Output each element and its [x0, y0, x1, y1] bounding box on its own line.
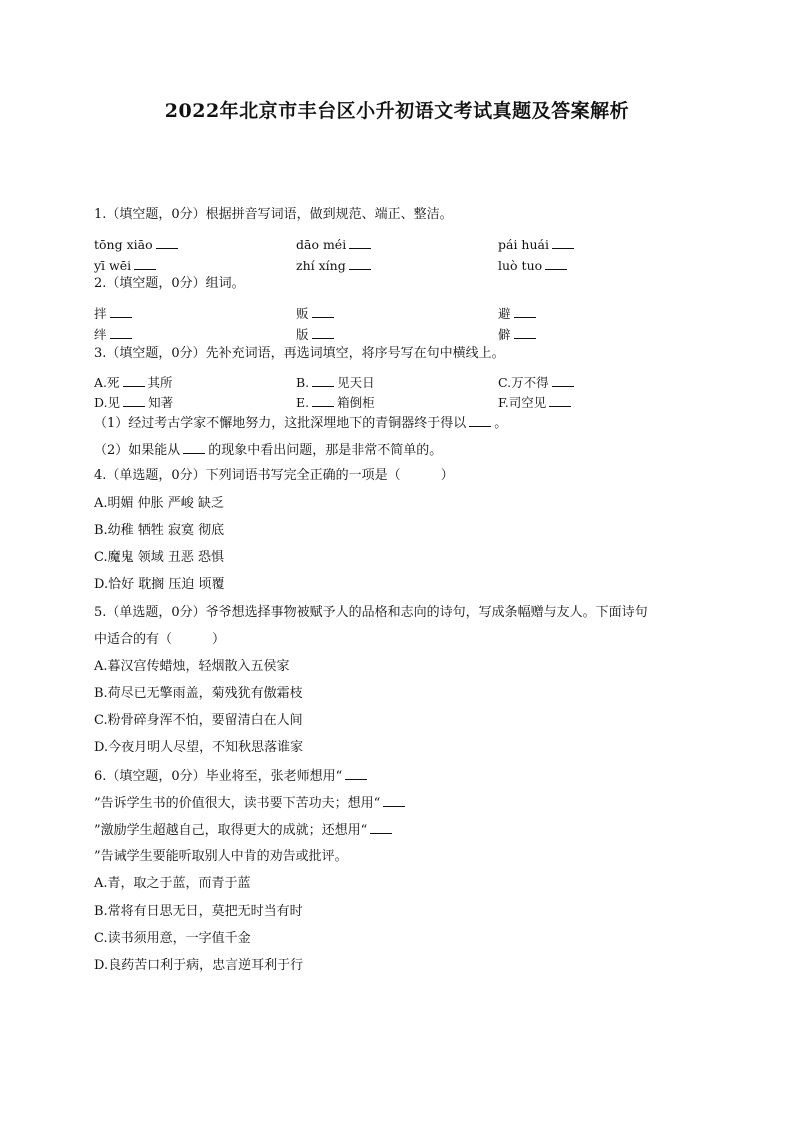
q5-option-c[interactable]: C.粉骨碎身浑不怕，要留清白在人间	[94, 713, 303, 728]
answer-blank[interactable]	[549, 394, 571, 407]
q6-stem-line-4: ”告诫学生要能听取别人中肯的劝告或批评。	[94, 849, 348, 864]
answer-blank[interactable]	[370, 821, 392, 834]
answer-blank[interactable]	[312, 305, 334, 318]
q1-item: luò tuo	[498, 257, 570, 275]
q5-option-b[interactable]: B.荷尽已无擎雨盖，菊残犹有傲霜枝	[94, 686, 303, 701]
q3-option-c: C.万不得	[498, 374, 577, 392]
answer-blank[interactable]	[514, 326, 536, 339]
q2-item: 僻	[498, 326, 539, 344]
answer-blank[interactable]	[552, 374, 574, 387]
q1-item: pái huái	[498, 236, 577, 254]
q6-option-a[interactable]: A.青，取之于蓝，而青于蓝	[94, 876, 251, 891]
q4-option-b[interactable]: B.幼稚 牺牲 寂寞 彻底	[94, 523, 225, 538]
q3-stem: 3.（填空题，0分）先补充词语，再选词填空，将序号写在句中横线上。	[94, 346, 505, 361]
q2-item: 版	[296, 326, 337, 344]
q6-stem-line-1: 6.（填空题，0分）毕业将至，张老师想用“	[94, 767, 370, 786]
answer-blank[interactable]	[312, 374, 334, 387]
answer-blank[interactable]	[345, 767, 367, 780]
q3-sentence-2: （2）如果能从 的现象中看出问题，那是非常不简单的。	[94, 443, 443, 458]
answer-blank[interactable]	[123, 374, 145, 387]
q6-option-c[interactable]: C.读书须用意，一字值千金	[94, 931, 251, 946]
q2-item: 拌	[94, 305, 135, 323]
q3-sentence-1: （1）经过考古学家不懈地努力，这批深埋地下的青铜器终于得以 。	[94, 416, 508, 431]
q5-option-d[interactable]: D.今夜月明人尽望，不知秋思落谁家	[94, 740, 304, 755]
answer-blank[interactable]	[110, 326, 132, 339]
answer-blank[interactable]	[349, 236, 371, 249]
answer-blank[interactable]	[514, 305, 536, 318]
q3-option-a: A.死 其所	[94, 375, 173, 390]
q6-stem-line-2: ”告诉学生书的价值很大，读书要下苦功夫；想用“	[94, 794, 408, 813]
q6-option-b[interactable]: B.常将有日思无日，莫把无时当有时	[94, 904, 303, 919]
q1-item: zhí xíng	[296, 257, 374, 275]
answer-blank[interactable]	[545, 257, 567, 270]
answer-blank[interactable]	[110, 305, 132, 318]
answer-blank[interactable]	[134, 257, 156, 270]
answer-blank[interactable]	[383, 794, 405, 807]
answer-blank[interactable]	[312, 326, 334, 339]
q2-item: 绊	[94, 326, 135, 344]
answer-blank[interactable]	[312, 394, 334, 407]
q4-stem: 4.（单选题，0分）下列词语书写完全正确的一项是（ ）	[94, 468, 454, 483]
q2-stem: 2.（填空题，0分）组词。	[94, 276, 245, 291]
answer-blank[interactable]	[349, 257, 371, 270]
answer-blank[interactable]	[469, 414, 491, 427]
page-title: 2022年北京市丰台区小升初语文考试真题及答案解析	[164, 100, 630, 122]
q3-option-e: E. 箱倒柜	[296, 395, 375, 410]
q6-stem-line-3: ”激励学生超越自己，取得更大的成就；还想用“	[94, 821, 395, 840]
q6-option-d[interactable]: D.良药苦口利于病，忠言逆耳利于行	[94, 958, 304, 973]
q4-option-c[interactable]: C.魔鬼 领域 丑恶 恐惧	[94, 550, 225, 565]
answer-blank[interactable]	[183, 441, 205, 454]
q1-item: dāo méi	[296, 236, 374, 254]
q4-option-d[interactable]: D.恰好 耽搁 压迫 顷覆	[94, 577, 225, 592]
answer-blank[interactable]	[123, 394, 145, 407]
q1-item: tōng xiāo	[94, 236, 181, 254]
q4-option-a[interactable]: A.明媚 仲胀 严峻 缺乏	[94, 496, 224, 511]
q3-option-b: B. 见天日	[296, 375, 375, 390]
q5-stem-line-2: 中适合的有（ ）	[94, 632, 226, 647]
answer-blank[interactable]	[156, 236, 178, 249]
q2-item: 贩	[296, 305, 337, 323]
q2-item: 避	[498, 305, 539, 323]
q5-stem-line-1: 5.（单选题，0分）爷爷想选择事物被赋予人的品格和志向的诗句，写成条幅赠与友人。下面诗句	[94, 605, 648, 620]
q5-option-a[interactable]: A.暮汉宫传蜡烛，轻烟散入五侯家	[94, 659, 290, 674]
q1-stem: 1.（填空题，0分）根据拼音写词语，做到规范、端正、整洁。	[94, 207, 453, 222]
q1-item: yī wēi	[94, 257, 159, 275]
answer-blank[interactable]	[552, 236, 574, 249]
q3-option-f: F.司空见	[498, 394, 574, 412]
q3-option-d: D.见 知著	[94, 395, 174, 410]
